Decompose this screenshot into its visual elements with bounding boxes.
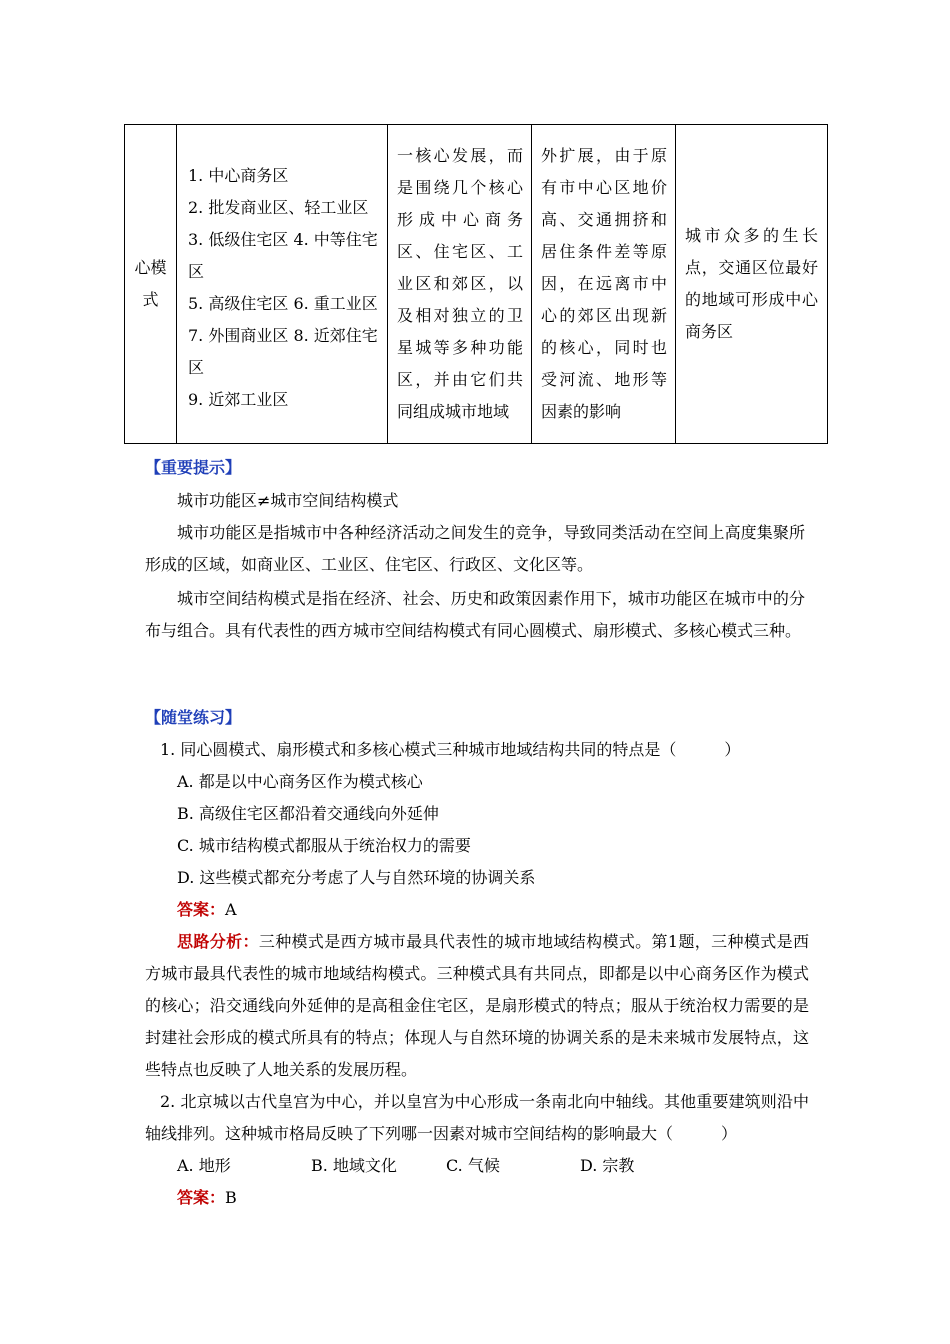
question-stem: 1. 同心圆模式、扇形模式和多核心模式三种城市地域结构共同的特点是（ ） <box>160 740 741 759</box>
analysis-paragraph <box>145 926 809 1086</box>
area-item: 7. 外围商业区 8. 近郊住宅区 <box>188 326 378 377</box>
option-b: B. 地域文化 <box>311 1156 397 1175</box>
analysis-label: 思路分析： <box>177 932 259 951</box>
feature-text: 城市众多的生长点，交通区位最好的地域可形成中心商务区 <box>685 226 818 341</box>
model-description: 一核心发展，而是围绕几个核心形成中心商务区、住宅区、工业区和郊区，以及相对独立的卫星城等多种功能区，并由它们共同组成城市地域 <box>397 146 523 421</box>
tip-line: 城市功能区≠城市空间结构模式 <box>177 491 399 510</box>
option-c: C. 城市结构模式都服从于统治权力的需要 <box>177 836 471 855</box>
tip-paragraph: 城市功能区是指城市中各种经济活动之间发生的竞争，导致同类活动在空间上高度集聚所形成的区域，如商业区、工业区、住宅区、行政区、文化区等。 <box>145 523 805 574</box>
option-b: B. 高级住宅区都沿着交通线向外延伸 <box>177 804 439 823</box>
area-item: 5. 高级住宅区 6. 重工业区 <box>188 294 378 313</box>
option-a: A. 地形 <box>177 1156 231 1175</box>
model-description-cell <box>388 125 532 444</box>
table-row <box>125 125 828 444</box>
city-model-table <box>124 124 828 444</box>
area-item: 2. 批发商业区、轻工业区 <box>188 198 369 217</box>
option-c: C. 气候 <box>446 1156 500 1175</box>
model-name: 心模式 <box>134 258 167 309</box>
area-item: 1. 中心商务区 <box>188 166 289 185</box>
area-item: 9. 近郊工业区 <box>188 390 289 409</box>
tip-paragraph: 城市空间结构模式是指在经济、社会、历史和政策因素作用下，城市功能区在城市中的分布与组合。具有代表性的西方城市空间结构模式有同心圆模式、扇形模式、多核心模式三种。 <box>145 589 805 640</box>
functional-areas-cell <box>177 125 388 444</box>
area-item: 3. 低级住宅区 4. 中等住宅区 <box>188 230 378 281</box>
answer-value: B <box>225 1188 237 1207</box>
option-d: D. 这些模式都充分考虑了人与自然环境的协调关系 <box>177 868 536 887</box>
model-name-cell <box>125 125 177 444</box>
answer-label: 答案： <box>177 1188 226 1207</box>
feature-cell <box>676 125 828 444</box>
answer-line <box>177 894 237 926</box>
answer-label: 答案： <box>177 900 226 919</box>
tip-heading: 【重要提示】 <box>145 458 242 477</box>
practice-heading: 【随堂练习】 <box>145 708 242 727</box>
option-a: A. 都是以中心商务区作为模式核心 <box>177 772 423 791</box>
formation-cause-cell <box>532 125 676 444</box>
answer-value: A <box>225 900 237 919</box>
answer-line <box>177 1182 237 1214</box>
analysis-text: 三种模式是西方城市最具代表性的城市地域结构模式。第1题，三种模式是西方城市最具代表性的城市地域结构模式。三种模式具有共同点，即都是以中心商务区作为模式的核心；沿交通线向外延伸的是高租金住宅区，是扇形模式的特点；服从于统治权力需要的是封建社会形成的模式所具有的特点；体现人与自然环境的协调关系的是未来城市发展特点，这些特点也反映了人地关系的发展历程。 <box>145 932 809 1079</box>
option-d: D. 宗教 <box>580 1156 635 1175</box>
formation-cause: 外扩展，由于原有市中心区地价高、交通拥挤和居住条件差等原因，在远离市中心的郊区出现新的核心，同时也受河流、地形等因素的影响 <box>541 146 667 421</box>
question-stem: 2. 北京城以古代皇宫为中心，并以皇宫为中心形成一条南北向中轴线。其他重要建筑则沿中轴线排列。这种城市格局反映了下列哪一因素对城市空间结构的影响最大（ ） <box>145 1092 809 1143</box>
